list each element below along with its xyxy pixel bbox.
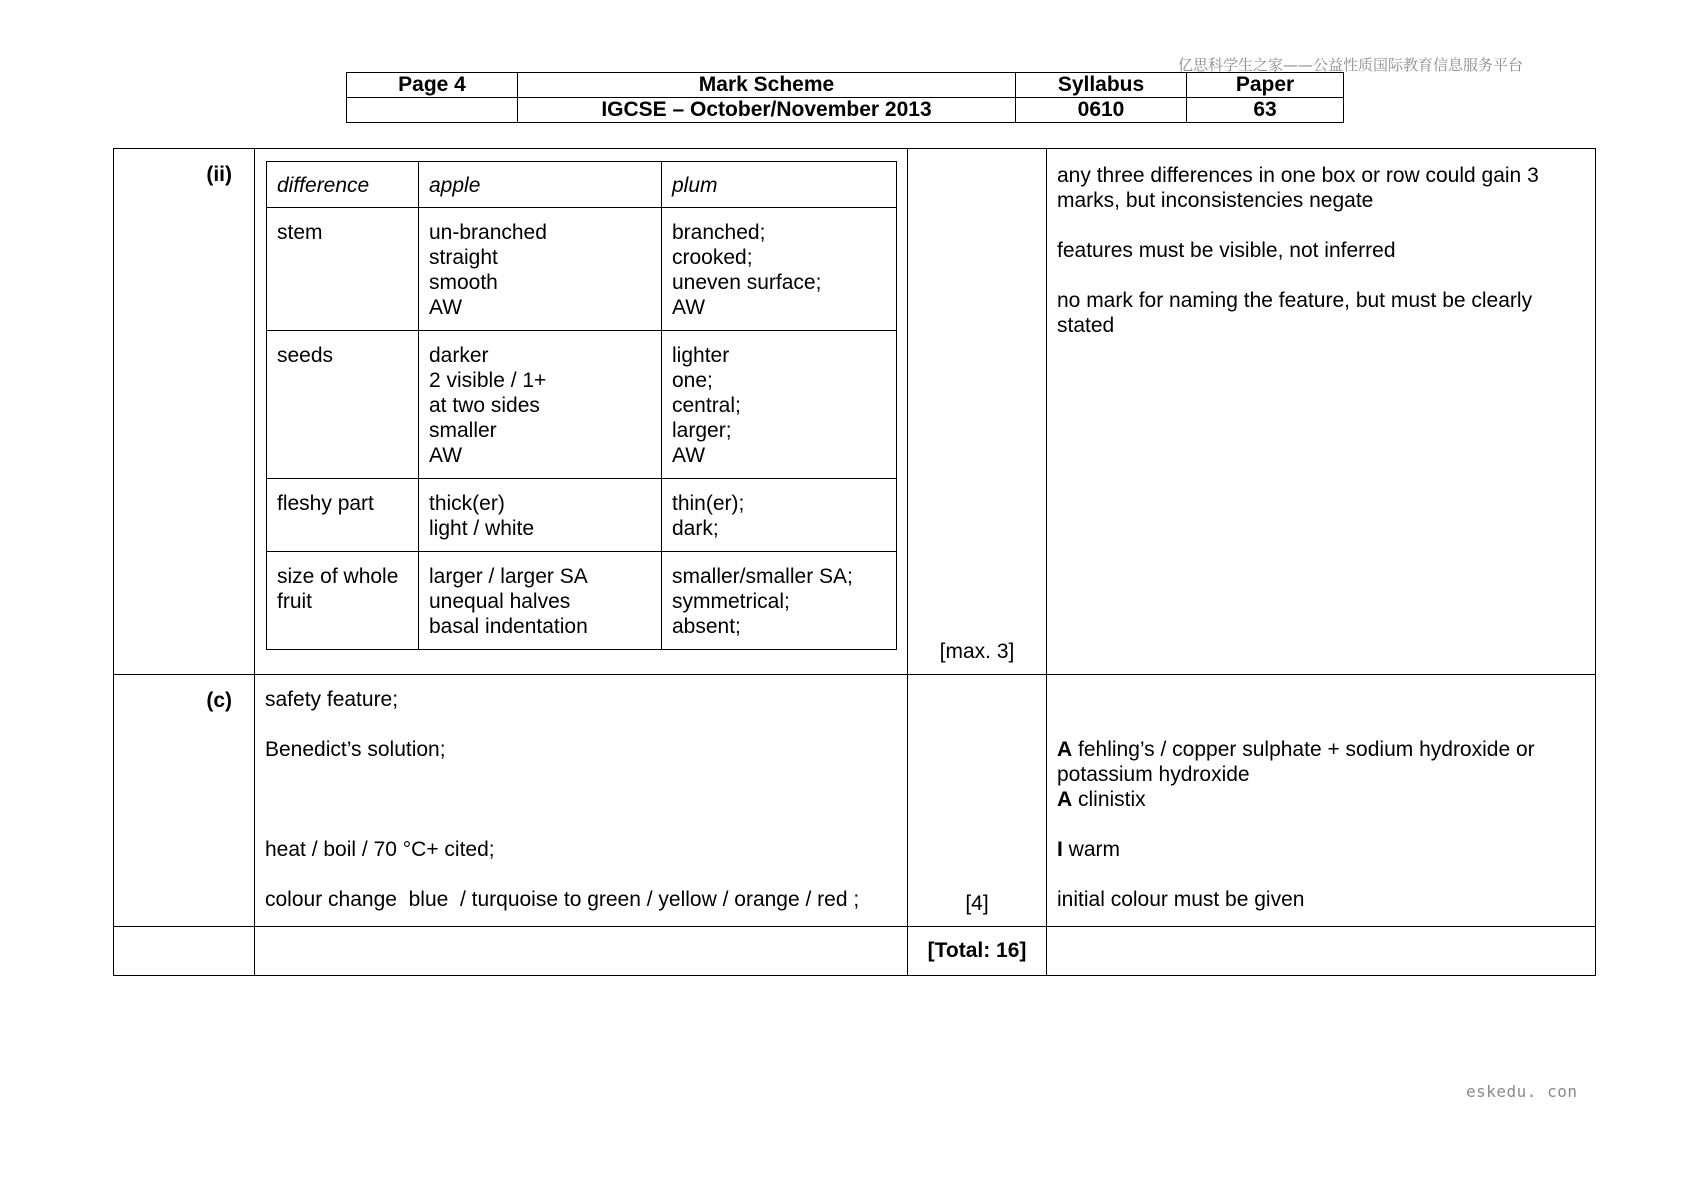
part-c-answer-cell — [255, 675, 908, 927]
part-c-label: (c) — [114, 675, 255, 927]
mark-scheme-table — [113, 148, 1596, 976]
apple-cell: darker 2 visible / 1+ at two sides smaller AW — [419, 331, 662, 479]
difference-cell: stem — [267, 208, 419, 331]
apple-cell: thick(er) light / white — [419, 479, 662, 552]
apple-cell: larger / larger SA unequal halves basal indentation — [419, 552, 662, 650]
guidance-ignore: I warm — [1057, 838, 1121, 861]
difference-cell: seeds — [267, 331, 419, 479]
part-c-marks: [4] — [908, 675, 1047, 927]
page-number: Page 4 — [347, 73, 518, 98]
guidance-note: features must be visible, not inferred — [1057, 239, 1396, 262]
empty-cell — [1047, 927, 1596, 976]
header-difference: difference — [267, 162, 419, 208]
plum-cell: lighter one; central; larger; AW — [662, 331, 897, 479]
header-apple: apple — [419, 162, 662, 208]
difference-cell: fleshy part — [267, 479, 419, 552]
watermark-top: 亿思科学生之家——公益性质国际教育信息服务平台 — [1178, 56, 1524, 74]
page-header-table — [346, 72, 1344, 123]
guidance-accept-2: A clinistix — [1057, 788, 1146, 811]
plum-cell: branched; crooked; uneven surface; AW — [662, 208, 897, 331]
plum-cell: smaller/smaller SA; symmetrical; absent; — [662, 552, 897, 650]
empty-cell — [255, 927, 908, 976]
table-row — [267, 208, 897, 331]
part-c-guidance — [1047, 675, 1596, 927]
differences-table — [266, 161, 897, 650]
answer-line: Benedict’s solution; — [265, 738, 446, 761]
row-part-c — [114, 675, 1596, 927]
answer-line: safety feature; — [265, 688, 399, 711]
watermark-bottom: eskedu. con — [1466, 1082, 1578, 1101]
part-ii-label: (ii) — [114, 149, 255, 675]
guidance-note: any three differences in one box or row could gain 3 marks, but inconsistencies negate — [1057, 164, 1539, 212]
row-total — [114, 927, 1596, 976]
table-row — [267, 479, 897, 552]
part-ii-marks: [max. 3] — [908, 149, 1047, 675]
header-plum: plum — [662, 162, 897, 208]
total-marks: [Total: 16] — [908, 927, 1047, 976]
paper-label: Paper — [1187, 73, 1344, 98]
syllabus-value: 0610 — [1016, 98, 1187, 123]
table-row — [267, 331, 897, 479]
answer-line: colour change blue / turquoise to green / yellow / orange / red ; — [265, 888, 860, 911]
part-ii-answer-cell — [255, 149, 908, 675]
mark-scheme-title: Mark Scheme — [518, 73, 1016, 98]
exam-session: IGCSE – October/November 2013 — [518, 98, 1016, 123]
empty-cell — [114, 927, 255, 976]
empty-header-cell — [347, 98, 518, 123]
paper-value: 63 — [1187, 98, 1344, 123]
difference-cell: size of whole fruit — [267, 552, 419, 650]
guidance-accept-1: A fehling’s / copper sulphate + sodium hydroxide or potassium hydroxide — [1057, 738, 1535, 786]
guidance-note: no mark for naming the feature, but must be clearly stated — [1057, 289, 1533, 337]
syllabus-label: Syllabus — [1016, 73, 1187, 98]
guidance-initial-colour: initial colour must be given — [1057, 888, 1305, 911]
table-row — [267, 552, 897, 650]
plum-cell: thin(er); dark; — [662, 479, 897, 552]
row-part-ii — [114, 149, 1596, 675]
differences-header-row — [267, 162, 897, 208]
answer-line: heat / boil / 70 °C+ cited; — [265, 838, 495, 861]
part-ii-guidance — [1047, 149, 1596, 675]
apple-cell: un-branched straight smooth AW — [419, 208, 662, 331]
